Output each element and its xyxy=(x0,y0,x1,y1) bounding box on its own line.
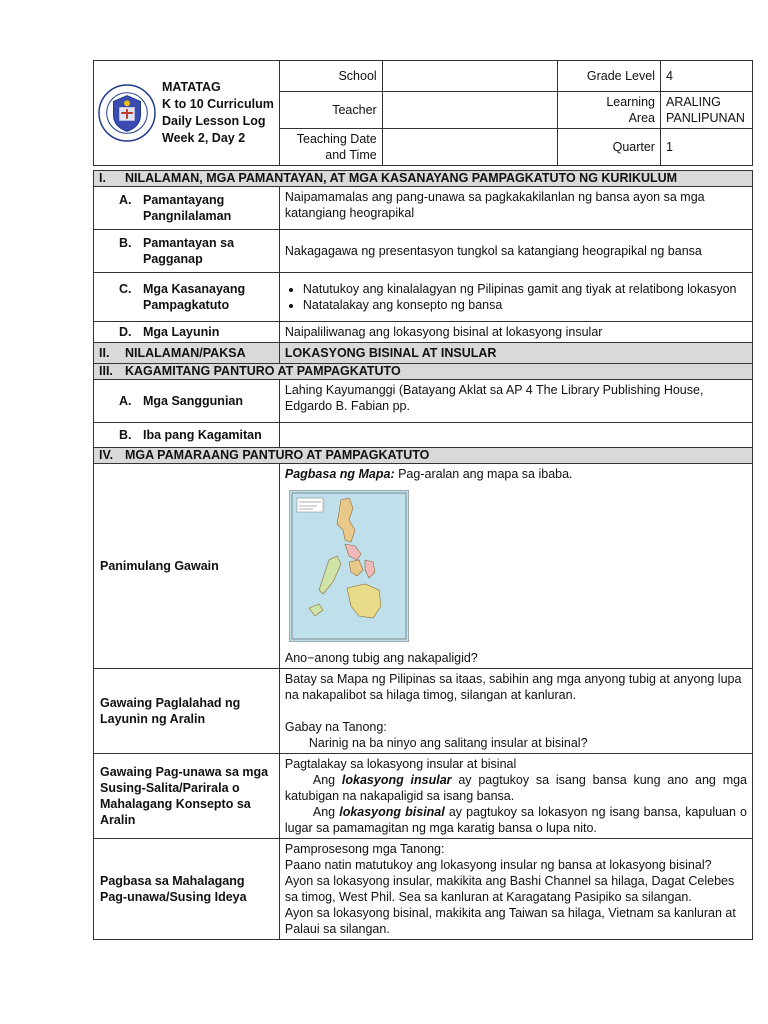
teaching-date-label-2: and Time xyxy=(325,148,377,162)
section-1-number: I. xyxy=(99,171,106,185)
row-label: Pamantayang Pangnilalaman xyxy=(143,193,232,223)
paragraph-body: ay pagtukoy sa isang bansa kung ano ang mga katubigan na nakapaligid sa isang bansa. xyxy=(284,773,748,803)
pagunawa-line-1: Pagtalakay sa lokasyong insular at bisinal xyxy=(284,757,517,771)
row-mga-kasanayang-pampagkatuto xyxy=(94,273,753,322)
row-label: Mga Kasanayang Pampagkatuto xyxy=(143,282,246,312)
section-3-title: KAGAMITANG PANTURO AT PAMPAGKATUTO xyxy=(125,364,401,378)
row-letter: A. xyxy=(119,394,132,408)
row-pamantayan-sa-pagganap xyxy=(94,230,753,273)
row-label: Mga Layunin xyxy=(143,325,220,339)
quarter-value[interactable]: 1 xyxy=(660,129,752,166)
row-pagbasa-mahalagang-pag-unawa xyxy=(94,839,753,940)
insular-term: lokasyong insular xyxy=(341,773,452,787)
row-label: Gawaing Pag-unawa sa mga Susing-Salita/Parirala o Mahalagang Konsepto sa Aralin xyxy=(94,754,280,839)
learning-area-label-2: Area xyxy=(628,111,655,125)
row-letter: C. xyxy=(119,282,132,296)
section-4-header xyxy=(94,448,753,464)
title-line-3: Daily Lesson Log xyxy=(162,114,266,128)
school-label: School xyxy=(279,61,382,92)
pagunawa-insular-paragraph xyxy=(285,772,747,804)
row-letter: D. xyxy=(119,325,132,339)
section-2-header xyxy=(94,343,753,364)
row-gawaing-pag-unawa xyxy=(94,754,753,839)
row-letter: B. xyxy=(119,428,132,442)
section-2-value: LOKASYONG BISINAL AT INSULAR xyxy=(279,343,752,364)
row-content[interactable] xyxy=(279,423,752,448)
row-label: Pagbasa sa Mahalagang Pag-unawa/Susing Ideya xyxy=(94,839,280,940)
row-gawaing-paglalahad xyxy=(94,669,753,754)
section-1-title: NILALAMAN, MGA PAMANTAYAN, AT MGA KASANAYANG PAMPAGKATUTO NG KURIKULUM xyxy=(125,171,678,185)
row-letter: B. xyxy=(119,236,132,250)
pagunawa-bisinal-paragraph xyxy=(285,804,747,836)
map-reading-lead: Pagbasa ng Mapa: xyxy=(284,467,395,481)
section-3-header xyxy=(94,364,753,380)
row-content xyxy=(279,273,752,322)
title-line-4: Week 2, Day 2 xyxy=(162,131,246,145)
row-label: Pamantayan sa Pagganap xyxy=(143,236,235,266)
row-mga-sanggunian xyxy=(94,380,753,423)
pagbasa-line-4: Ayon sa lokasyong bisinal, makikita ang Taiwan sa hilaga, Vietnam sa kanluran at Palaui sa silangan. xyxy=(284,906,736,936)
row-iba-pang-kagamitan xyxy=(94,423,753,448)
learning-area-value-1: ARALING xyxy=(665,95,721,109)
list-item: • Natatalakay ang konsepto ng bansa xyxy=(303,297,747,313)
title-line-1: MATATAG xyxy=(162,80,221,94)
learning-area-label-1: Learning xyxy=(606,95,655,109)
row-label: Gawaing Paglalahad ng Layunin ng Aralin xyxy=(94,669,280,754)
paragraph-prefix: Ang xyxy=(312,805,340,819)
pagbasa-line-3: Ayon sa lokasyong insular, makikita ang Bashi Channel sa hilaga, Dagat Celebes sa timog, West Phil. Sea sa kanluran at Karagatang Pasipiko sa silangan. xyxy=(284,874,735,904)
row-label: Mga Sanggunian xyxy=(143,394,243,408)
section-3-number: III. xyxy=(99,364,113,378)
paglalahad-line-1: Batay sa Mapa ng Pilipinas sa itaas, sabihin ang mga anyong tubig at anyong lupa na nakapalibot sa hilaga timog, silangan at kanluran. xyxy=(284,672,742,702)
section-4-number: IV. xyxy=(99,448,114,462)
row-content: Lahing Kayumanggi (Batayang Aklat sa AP 4 The Library Publishing House, Edgardo B. Fabian pp. xyxy=(279,380,752,423)
row-label: Iba pang Kagamitan xyxy=(143,428,262,442)
teaching-date-label xyxy=(279,129,382,166)
learning-area-value-2: PANLIPUNAN xyxy=(665,111,745,125)
section-2-title: NILALAMAN/PAKSA xyxy=(125,345,246,360)
paragraph-body: ay pagtukoy sa lokasyon ng isang bansa, kapuluan o lugar sa pamamagitan ng mga karatig bansa o lupa nito. xyxy=(284,805,748,835)
quarter-label: Quarter xyxy=(558,129,661,166)
teacher-label: Teacher xyxy=(279,92,382,129)
pagbasa-line-2: Paano natin matutukoy ang lokasyong insular ng bansa at lokasyong bisinal? xyxy=(284,858,712,872)
teaching-date-field[interactable] xyxy=(382,129,557,166)
row-content: Naipaliliwanag ang lokasyong bisinal at lokasyong insular xyxy=(279,322,752,343)
philippine-map-image xyxy=(289,490,409,642)
grade-level-value[interactable]: 4 xyxy=(660,61,752,92)
row-panimulang-gawain xyxy=(94,464,753,669)
section-4-title: MGA PAMARAANG PANTURO AT PAMPAGKATUTO xyxy=(125,448,430,462)
map-reading-text: Pag-aralan ang mapa sa ibaba. xyxy=(394,467,573,481)
row-label: Panimulang Gawain xyxy=(94,464,280,669)
paglalahad-line-2: Gabay na Tanong: xyxy=(284,720,387,734)
row-content: Nakagagawa ng presentasyon tungkol sa katangiang heograpikal ng bansa xyxy=(279,230,752,273)
paragraph-prefix: Ang xyxy=(312,773,342,787)
row-content xyxy=(279,839,752,940)
teaching-date-label-1: Teaching Date xyxy=(296,132,377,146)
title-line-2: K to 10 Curriculum xyxy=(162,97,274,111)
section-2-number: II. xyxy=(99,345,110,360)
row-mga-layunin xyxy=(94,322,753,343)
section-1-header xyxy=(94,171,753,187)
header-table xyxy=(93,60,753,166)
header-title-cell xyxy=(94,61,280,166)
deped-seal-icon xyxy=(98,84,156,142)
row-pamantayang-pangnilalaman xyxy=(94,187,753,230)
row-content xyxy=(279,464,752,669)
learning-area-label xyxy=(558,92,661,129)
teacher-field[interactable] xyxy=(382,92,557,129)
row-content xyxy=(279,669,752,754)
list-item: • Natutukoy ang kinalalagyan ng Pilipinas gamit ang tiyak at relatibong lokasyon xyxy=(303,281,747,297)
row-content: Naipamamalas ang pang-unawa sa pagkakakilanlan ng bansa ayon sa mga katangiang heograpikal xyxy=(279,187,752,230)
paglalahad-line-3: Narinig na ba ninyo ang salitang insular at bisinal? xyxy=(308,736,588,750)
lesson-log-table xyxy=(93,170,753,940)
map-question: Ano−anong tubig ang nakapaligid? xyxy=(284,651,478,665)
pagbasa-line-1: Pamprosesong mga Tanong: xyxy=(284,842,445,856)
row-content xyxy=(279,754,752,839)
row-letter: A. xyxy=(119,193,132,207)
grade-level-label: Grade Level xyxy=(558,61,661,92)
school-field[interactable] xyxy=(382,61,557,92)
bisinal-term: lokasyong bisinal xyxy=(339,805,445,819)
learning-area-value[interactable] xyxy=(660,92,752,129)
